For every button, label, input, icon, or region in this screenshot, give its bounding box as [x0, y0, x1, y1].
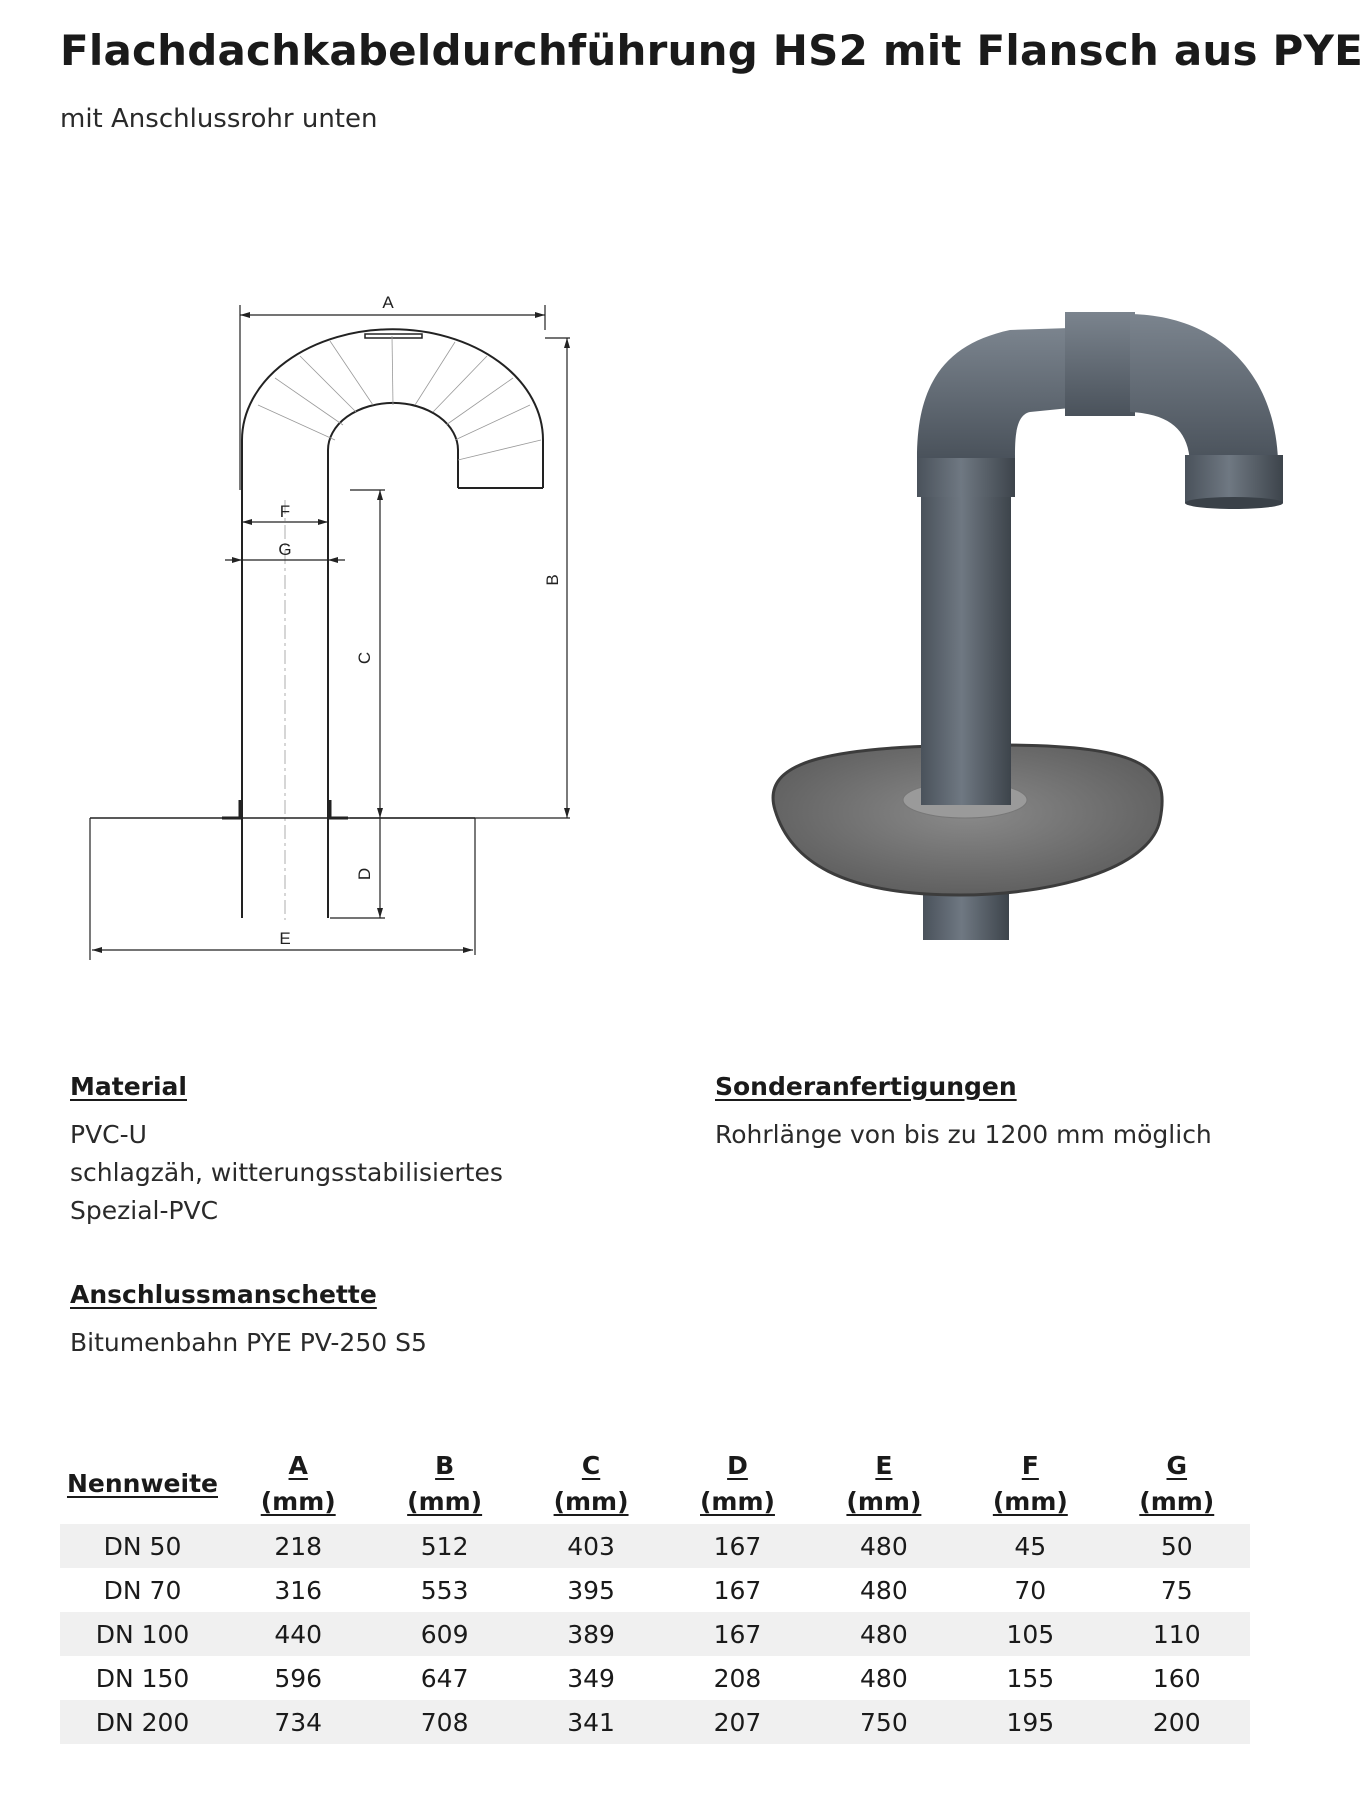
table-cell: 403 [518, 1524, 664, 1568]
table-cell: 167 [664, 1612, 810, 1656]
dim-label-e: E [279, 929, 291, 948]
sonder-heading: Sonderanfertigungen [715, 1072, 1017, 1101]
table-cell: 480 [811, 1612, 957, 1656]
table-cell: 167 [713, 1575, 762, 1605]
table-cell: 155 [1006, 1663, 1055, 1693]
manschette-text [70, 1324, 427, 1362]
table-row [60, 1700, 1250, 1744]
table-cell: DN 70 [103, 1575, 182, 1605]
page-subtitle: mit Anschlussrohr unten [60, 104, 378, 134]
table-cell: 553 [420, 1575, 469, 1605]
table-cell: 440 [225, 1612, 371, 1656]
header-b: B (mm) [407, 1451, 483, 1516]
table-cell: 596 [274, 1663, 323, 1693]
manschette-line: Bitumenbahn PYE PV-250 S5 [70, 1328, 427, 1357]
material-heading: Material [70, 1072, 187, 1101]
sonder-line: Rohrlänge von bis zu 1200 mm möglich [715, 1120, 1212, 1149]
table-cell: 45 [957, 1524, 1103, 1568]
product-photo [740, 290, 1300, 960]
table-cell: 609 [371, 1612, 517, 1656]
table-cell: 50 [1104, 1524, 1250, 1568]
table-cell: 395 [567, 1575, 615, 1605]
header-a: A (mm) [260, 1451, 336, 1516]
table-cell: 349 [567, 1663, 615, 1693]
dim-label-c: C [355, 651, 374, 665]
table-cell: 110 [1104, 1612, 1250, 1656]
material-text [70, 1116, 503, 1230]
table-cell: 200 [1104, 1700, 1250, 1744]
material-line: schlagzäh, witterungsstabilisiertes [70, 1158, 503, 1187]
table-row [60, 1656, 1250, 1700]
header-e: E (mm) [846, 1451, 922, 1516]
technical-drawing [80, 285, 562, 975]
table-cell: 647 [420, 1663, 469, 1693]
dim-label-a: A [382, 293, 394, 312]
table-cell: 750 [811, 1700, 957, 1744]
table-cell: 75 [1160, 1575, 1193, 1605]
table-cell: 389 [518, 1612, 664, 1656]
table-cell: 167 [664, 1524, 810, 1568]
table-cell: 208 [713, 1663, 762, 1693]
sonder-text [715, 1116, 1212, 1154]
table-cell: 207 [664, 1700, 810, 1744]
material-line: PVC-U [70, 1120, 147, 1149]
table-cell: 480 [811, 1524, 957, 1568]
header-nennweite: Nennweite [66, 1469, 218, 1498]
manschette-heading: Anschlussmanschette [70, 1280, 377, 1309]
table-row [60, 1524, 1250, 1568]
table-cell: 512 [371, 1524, 517, 1568]
table-cell: DN 200 [60, 1700, 225, 1744]
header-g: G (mm) [1139, 1451, 1215, 1516]
table-cell: DN 50 [60, 1524, 225, 1568]
header-d: D (mm) [700, 1451, 775, 1516]
table-cell: 195 [957, 1700, 1103, 1744]
dim-label-f: F [279, 502, 291, 521]
table-cell: DN 150 [95, 1663, 190, 1693]
page-title: Flachdachkabeldurchführung HS2 mit Flansch aus PYE [60, 26, 1363, 75]
table-cell: 160 [1152, 1663, 1201, 1693]
dim-label-d: D [355, 867, 374, 881]
table-cell: DN 100 [60, 1612, 225, 1656]
table-cell: 218 [225, 1524, 371, 1568]
dimensions-table [60, 1448, 1250, 1744]
table-cell: 708 [371, 1700, 517, 1744]
table-cell: 734 [225, 1700, 371, 1744]
dim-label-g: G [278, 540, 292, 559]
table-header-row [60, 1448, 1250, 1524]
table-row [60, 1612, 1250, 1656]
table-cell: 480 [860, 1663, 908, 1693]
material-line: Spezial-PVC [70, 1196, 219, 1225]
table-cell: 105 [957, 1612, 1103, 1656]
table-cell: 480 [860, 1575, 908, 1605]
header-f: F (mm) [992, 1451, 1068, 1516]
table-cell: 70 [1014, 1575, 1047, 1605]
dim-label-b: B [543, 574, 562, 586]
table-cell: 341 [518, 1700, 664, 1744]
header-c: C (mm) [553, 1451, 629, 1516]
table-row [60, 1568, 1250, 1612]
table-cell: 316 [274, 1575, 323, 1605]
